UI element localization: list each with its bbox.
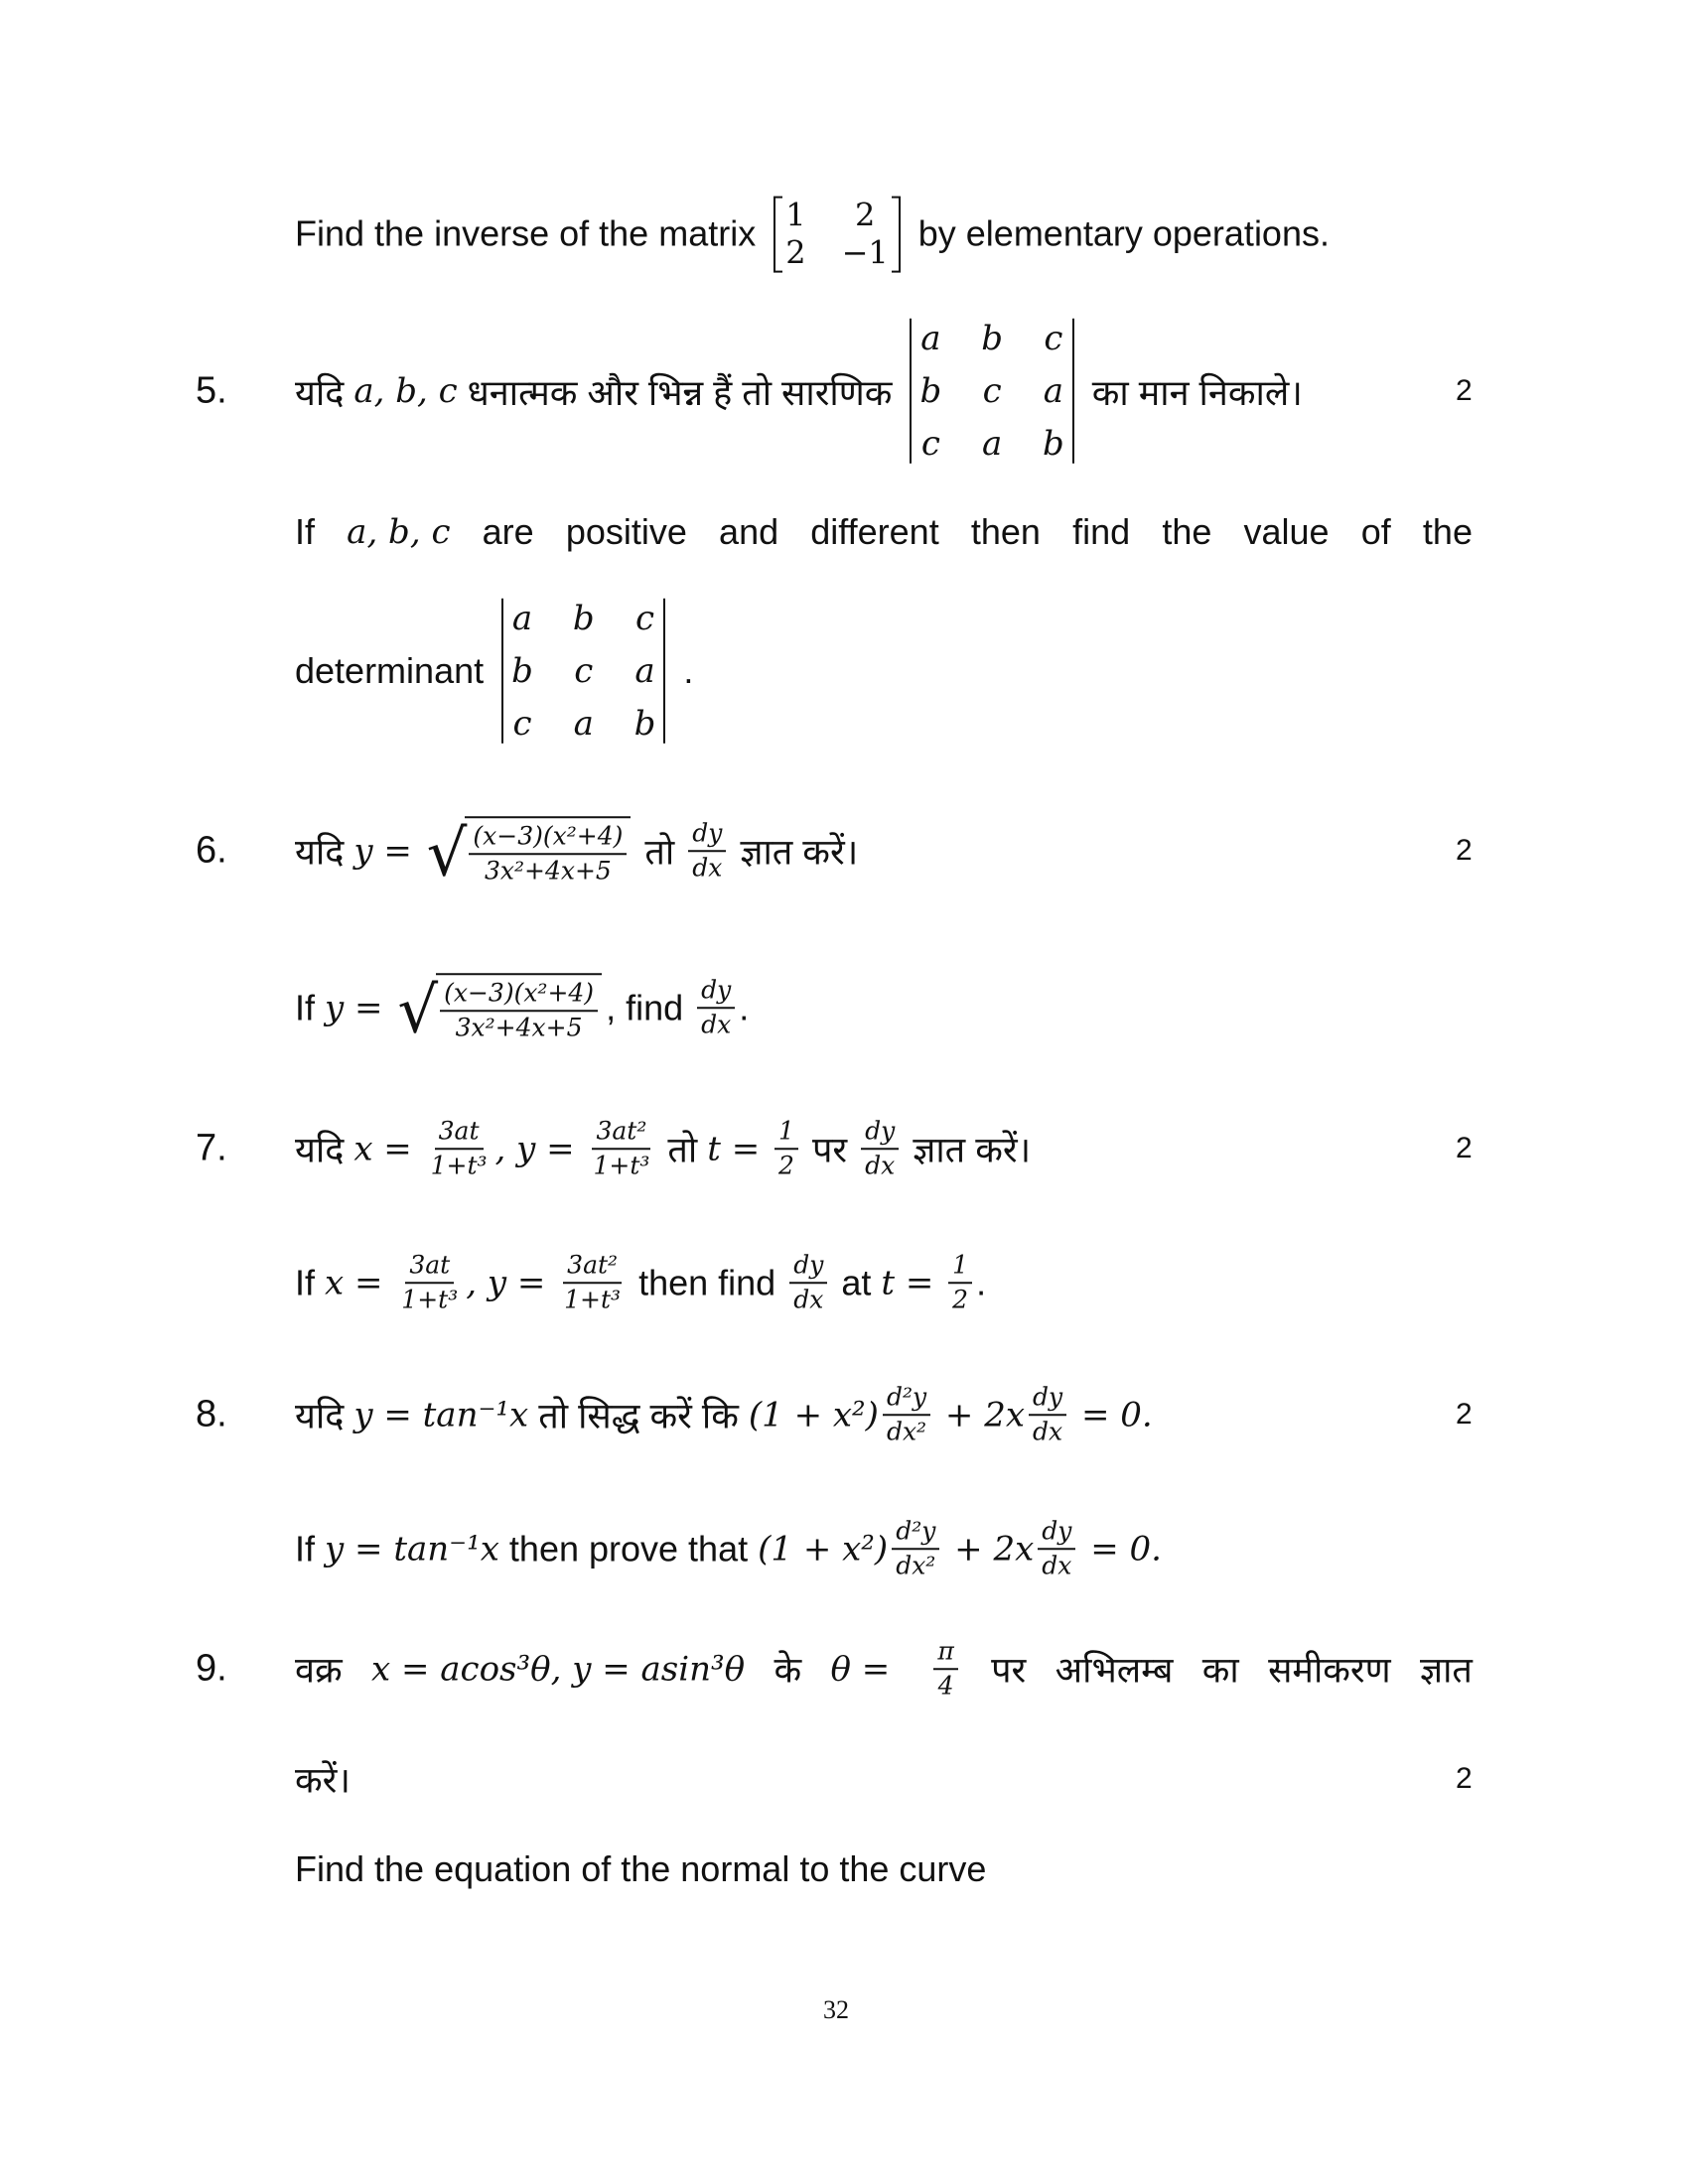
fraction (948, 1251, 972, 1314)
text: ज्ञात (1420, 1649, 1473, 1691)
text: समीकरण (1268, 1649, 1391, 1691)
denominator: dx (692, 853, 723, 882)
line-q6-en (295, 973, 750, 1047)
math-expression: t = (881, 1263, 945, 1302)
page-number: 32 (823, 1995, 849, 2024)
cell: a (981, 423, 1003, 464)
marks-q5: 2 (1456, 374, 1473, 407)
square-root (397, 973, 602, 1047)
text: If (295, 1262, 326, 1302)
line-q7-en (295, 1251, 986, 1314)
fraction (697, 976, 735, 1039)
radicand (436, 973, 602, 1042)
text: यदि (295, 1395, 354, 1436)
text: If (295, 987, 326, 1027)
text: . (739, 987, 750, 1027)
numerator: 1 (948, 1251, 972, 1284)
denominator: 3x²+4x+5 (455, 1013, 583, 1041)
text: ज्ञात करें। (730, 831, 859, 873)
line-q9-hi-2 (295, 1755, 351, 1804)
text: का मान निकाले। (1081, 371, 1303, 413)
text: तो (634, 831, 685, 873)
text: are (482, 511, 534, 552)
text: determinant (295, 649, 494, 691)
text: positive (565, 511, 687, 552)
math-expression: , y = (466, 1263, 557, 1302)
marks-q8: 2 (1456, 1398, 1473, 1431)
denominator: 1+t³ (401, 1285, 459, 1313)
fraction (1038, 1517, 1075, 1580)
numerator: π (933, 1637, 957, 1670)
math-expression: (1 + x²) (748, 1395, 879, 1434)
cell: b (981, 318, 1003, 358)
denominator: 1+t³ (430, 1151, 488, 1179)
denominator: 1+t³ (564, 1285, 622, 1313)
line-q7-hi (295, 1117, 1031, 1180)
cell: a (511, 598, 533, 638)
numerator: (x−3)(x²+4) (440, 979, 598, 1012)
denominator: 2 (952, 1285, 969, 1313)
text: अभिलम्ब (1055, 1649, 1174, 1691)
fraction (560, 1251, 625, 1314)
text: Find the equation of the normal to the curve (295, 1848, 987, 1889)
text: यदि (295, 831, 354, 873)
cell: c (635, 598, 655, 638)
line-q4-en (295, 197, 1330, 273)
fraction (883, 1383, 930, 1446)
cell: c (512, 703, 532, 744)
math-expression: + 2x (934, 1395, 1026, 1434)
line-q9-hi-1 (295, 1637, 1473, 1701)
line-q5-en-2 (295, 599, 693, 744)
math-expression: y = tan⁻¹x (353, 1395, 529, 1434)
math-expression: y = tan⁻¹x (325, 1529, 499, 1569)
math-expression: a, b, c (353, 370, 458, 411)
numerator: 1 (774, 1117, 798, 1150)
math-expression: = 0. (1070, 1395, 1153, 1434)
denominator: dx² (886, 1417, 927, 1445)
numerator: 3at (435, 1117, 484, 1150)
cell: b (1042, 423, 1064, 464)
fraction (589, 1117, 653, 1180)
text: different (810, 511, 939, 552)
fraction (688, 819, 726, 883)
radical-sign-icon: √ (426, 816, 468, 890)
cell: c (982, 370, 1002, 411)
numerator: (x−3)(x²+4) (469, 822, 627, 855)
square-root (426, 816, 632, 890)
text: then find (629, 1262, 786, 1302)
fraction (861, 1117, 899, 1180)
text: , find (606, 987, 694, 1027)
math-expression: x = acos³θ, y = asin³θ (371, 1649, 746, 1689)
determinant (910, 319, 1073, 464)
question-number-7: 7. (196, 1127, 227, 1169)
text: by elementary operations. (908, 213, 1330, 254)
text: . (976, 1262, 987, 1302)
cell: 1 (785, 196, 806, 234)
math-expression: a, b, c (347, 512, 451, 552)
marks-q6: 2 (1456, 834, 1473, 867)
line-q8-en (295, 1517, 1162, 1580)
numerator: dy (861, 1117, 899, 1150)
question-number-6: 6. (196, 829, 227, 872)
fraction (774, 1117, 798, 1180)
denominator: dx² (896, 1551, 936, 1579)
math-expression: y = (353, 831, 423, 871)
cell: 2 (854, 196, 876, 234)
text: and (719, 511, 779, 552)
denominator: dx (865, 1151, 896, 1179)
cell: c (1044, 318, 1063, 358)
math-expression: = 0. (1079, 1529, 1162, 1569)
text: का (1201, 1649, 1239, 1691)
text: यदि (295, 371, 354, 413)
cell: −1 (841, 234, 889, 272)
text: If (295, 1528, 326, 1569)
fraction (892, 1517, 939, 1580)
text: find (1072, 511, 1131, 552)
denominator: 1+t³ (593, 1151, 650, 1179)
math-expression: x = (325, 1263, 394, 1302)
text: ज्ञात करें। (903, 1129, 1032, 1170)
text: at (831, 1262, 882, 1302)
fraction (397, 1251, 462, 1314)
text: If (295, 511, 316, 552)
matrix (774, 197, 901, 273)
cell: a (634, 650, 655, 691)
text: धनात्मक और भिन्न हैं तो सारणिक (457, 371, 903, 413)
text: करें। (295, 1759, 352, 1801)
text: वक्र (295, 1649, 343, 1691)
cell: c (574, 650, 594, 691)
fraction (789, 1251, 827, 1314)
marks-q7: 2 (1456, 1132, 1473, 1164)
math-expression: (1 + x²) (758, 1529, 889, 1569)
line-q9-en (295, 1848, 986, 1890)
math-expression: y = (325, 988, 394, 1027)
cell: c (920, 423, 940, 464)
cell: 2 (785, 234, 806, 272)
cell: a (573, 703, 594, 744)
denominator: dx (701, 1010, 732, 1038)
math-expression: , y = (494, 1129, 586, 1168)
radicand (465, 816, 631, 886)
text: then (970, 511, 1041, 552)
math-expression: x = (353, 1129, 423, 1168)
denominator: dx (793, 1285, 824, 1313)
text: value (1243, 511, 1330, 552)
numerator: dy (1038, 1517, 1075, 1550)
fraction (469, 822, 627, 886)
line-q6-hi (295, 816, 859, 890)
numerator: dy (789, 1251, 827, 1284)
radical-sign-icon: √ (397, 973, 439, 1047)
fraction (427, 1117, 492, 1180)
fraction (1029, 1383, 1066, 1446)
text: Find the inverse of the matrix (295, 213, 767, 254)
numerator: dy (1029, 1383, 1066, 1416)
text: तो (657, 1129, 708, 1170)
fraction (440, 979, 598, 1042)
numerator: d²y (892, 1517, 939, 1550)
numerator: 3at² (563, 1251, 622, 1284)
determinant (501, 599, 665, 744)
denominator: 4 (937, 1671, 954, 1700)
text: पर (991, 1649, 1027, 1691)
numerator: d²y (883, 1383, 930, 1416)
cell: b (633, 703, 656, 744)
cell: b (511, 650, 533, 691)
line-q8-hi (295, 1383, 1153, 1446)
cell: b (919, 370, 942, 411)
question-number-5: 5. (196, 369, 227, 412)
text: तो सिद्ध करें कि (528, 1395, 749, 1436)
cell: a (920, 318, 941, 358)
numerator: 3at² (592, 1117, 650, 1150)
cell: a (1043, 370, 1063, 411)
text: के (774, 1649, 802, 1691)
text: then prove that (498, 1528, 759, 1569)
cell: b (572, 598, 595, 638)
text: . (673, 649, 694, 691)
line-q5-en-1 (295, 511, 1473, 553)
question-number-9: 9. (196, 1647, 227, 1690)
text: the (1422, 511, 1473, 552)
numerator: 3at (405, 1251, 454, 1284)
denominator: 3x²+4x+5 (484, 856, 612, 885)
denominator: dx (1042, 1551, 1072, 1579)
math-expression: t = (707, 1129, 772, 1168)
text: of (1360, 511, 1391, 552)
marks-q9: 2 (1456, 1762, 1473, 1795)
denominator: dx (1033, 1417, 1063, 1445)
numerator: dy (697, 976, 735, 1009)
line-q5-hi (295, 319, 1303, 464)
text: पर (801, 1129, 858, 1170)
question-number-8: 8. (196, 1393, 227, 1435)
denominator: 2 (778, 1151, 794, 1179)
fraction (933, 1637, 957, 1701)
text: the (1162, 511, 1212, 552)
math-expression: θ = (830, 1649, 902, 1689)
text: यदि (295, 1129, 354, 1170)
math-expression: + 2x (943, 1529, 1035, 1569)
numerator: dy (688, 819, 726, 852)
